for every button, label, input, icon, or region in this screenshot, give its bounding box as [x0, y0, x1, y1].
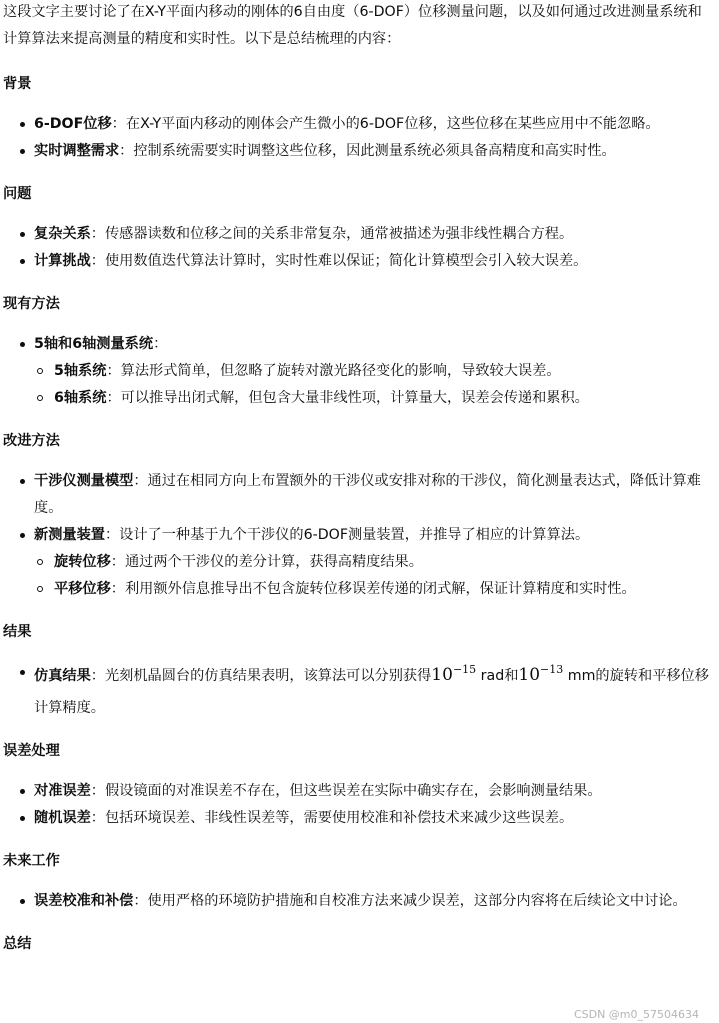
- math-exponent: −13: [540, 663, 564, 676]
- math-power-translation: [518, 665, 563, 685]
- sub-list-item: [34, 385, 712, 412]
- item-text: 包括环境误差、非线性误差等，需要使用校准和补偿技术来减少这些误差。: [104, 810, 574, 826]
- item-text: 通过在相同方向上布置额外的干涉仪或安排对称的干涉仪，简化测量表达式，降低计算难度。: [34, 473, 701, 516]
- list-item: [0, 468, 712, 522]
- item-term: 仿真结果: [34, 668, 91, 684]
- item-term: 5轴和6轴测量系统: [34, 336, 154, 352]
- item-sep: ：: [106, 363, 121, 379]
- list-item: [0, 248, 712, 275]
- item-term: 平移位移: [54, 581, 111, 597]
- item-sep: ：: [133, 473, 148, 489]
- item-sep: ：: [106, 390, 121, 406]
- heading-results: 结果: [3, 624, 32, 640]
- math-base: 10: [518, 665, 541, 685]
- item-term: 干涉仪测量模型: [34, 473, 134, 489]
- item-sep: ：: [111, 116, 126, 132]
- list-item: [0, 659, 712, 724]
- item-term: 实时调整需求: [34, 143, 120, 159]
- math-power-rotation: [431, 665, 476, 685]
- list-item: [0, 778, 712, 805]
- math-base: 10: [431, 665, 453, 685]
- list-item: [0, 111, 712, 138]
- list-item: [0, 805, 712, 832]
- heading-future-work: 未来工作: [3, 853, 60, 869]
- item-sep: ：: [104, 527, 120, 543]
- list-item: [0, 221, 712, 248]
- item-text: 使用严格的环境防护措施和自校准方法来减少误差，这部分内容将在后续论文中讨论。: [147, 893, 687, 909]
- results-list: [0, 659, 712, 724]
- heading-error-handling: 误差处理: [3, 743, 60, 759]
- item-term: 复杂关系: [34, 226, 91, 242]
- heading-improved-methods: 改进方法: [3, 433, 60, 449]
- heading-existing-methods: 现有方法: [3, 296, 60, 312]
- item-sep: ：: [119, 143, 134, 159]
- item-text: 在X-Y平面内移动的刚体会产生微小的6-DOF位移，这些位移在某些应用中不能忽略。: [125, 116, 660, 132]
- sub-list-item: [34, 549, 712, 576]
- future-list: [0, 888, 712, 915]
- item-term: 新测量装置: [34, 527, 105, 543]
- item-sep: ：: [110, 554, 125, 570]
- intro-paragraph: 这段文字主要讨论了在X-Y平面内移动的刚体的6自由度（6-DOF）位移测量问题，以及如何通过改进测量系统和计算算法来提高测量的精度和实时性。以下是总结梳理的内容：: [3, 4, 702, 47]
- item-term: 对准误差: [34, 783, 91, 799]
- item-term: 计算挑战: [34, 253, 91, 269]
- math-exponent: −15: [452, 663, 477, 676]
- item-term: 随机误差: [34, 810, 91, 826]
- item-text: mm的旋转和平移位移计算精度。: [34, 668, 709, 716]
- list-item: [0, 331, 712, 412]
- sub-list-item: [34, 576, 712, 603]
- watermark: CSDN @m0_57504634: [573, 1008, 699, 1021]
- item-sep: ：: [153, 336, 168, 352]
- sub-list-item: [34, 358, 712, 385]
- improved-sublist: [34, 549, 712, 603]
- list-item: [0, 522, 712, 603]
- problems-list: [0, 221, 712, 275]
- improved-list: [0, 468, 712, 603]
- existing-sublist: [34, 358, 712, 412]
- errors-list: [0, 778, 712, 832]
- item-text: 利用额外信息推导出不包含旋转位移误差传递的闭式解，保证计算精度和实时性。: [124, 581, 636, 597]
- item-sep: ：: [90, 783, 105, 799]
- item-text: 使用数值迭代算法计算时，实时性难以保证；简化计算模型会引入较大误差。: [104, 253, 588, 269]
- item-sep: ：: [90, 668, 105, 684]
- item-term: 6-DOF位移: [34, 116, 112, 132]
- item-term: 旋转位移: [54, 554, 111, 570]
- heading-background: 背景: [3, 76, 32, 92]
- item-term: 6轴系统: [54, 390, 107, 406]
- item-text: 传感器读数和位移之间的关系非常复杂，通常被描述为强非线性耦合方程。: [104, 226, 574, 242]
- item-sep: ：: [133, 893, 148, 909]
- item-term: 5轴系统: [54, 363, 107, 379]
- background-list: [0, 111, 712, 165]
- item-text: rad和: [476, 668, 519, 684]
- existing-list: [0, 331, 712, 412]
- item-sep: ：: [90, 253, 105, 269]
- heading-summary: 总结: [3, 936, 32, 952]
- item-term: 误差校准和补偿: [34, 893, 134, 909]
- item-text: 算法形式简单，但忽略了旋转对激光路径变化的影响，导致较大误差。: [120, 363, 561, 379]
- item-text: 可以推导出闭式解，但包含大量非线性项，计算量大，误差会传递和累积。: [120, 390, 589, 406]
- item-text: 控制系统需要实时调整这些位移，因此测量系统必须具备高精度和高实时性。: [133, 143, 616, 159]
- list-item: [0, 138, 712, 165]
- item-sep: ：: [90, 810, 105, 826]
- list-item: [0, 888, 712, 915]
- item-sep: ：: [110, 581, 125, 597]
- item-text: 假设镜面的对准误差不存在，但这些误差在实际中确实存在，会影响测量结果。: [104, 783, 602, 799]
- item-sep: ：: [90, 226, 105, 242]
- heading-problems: 问题: [3, 186, 32, 202]
- item-text: 设计了一种基于九个干涉仪的6-DOF测量装置，并推导了相应的计算算法。: [119, 527, 590, 543]
- item-text: 光刻机晶圆台的仿真结果表明，该算法可以分别获得: [104, 668, 432, 684]
- item-text: 通过两个干涉仪的差分计算，获得高精度结果。: [124, 554, 423, 570]
